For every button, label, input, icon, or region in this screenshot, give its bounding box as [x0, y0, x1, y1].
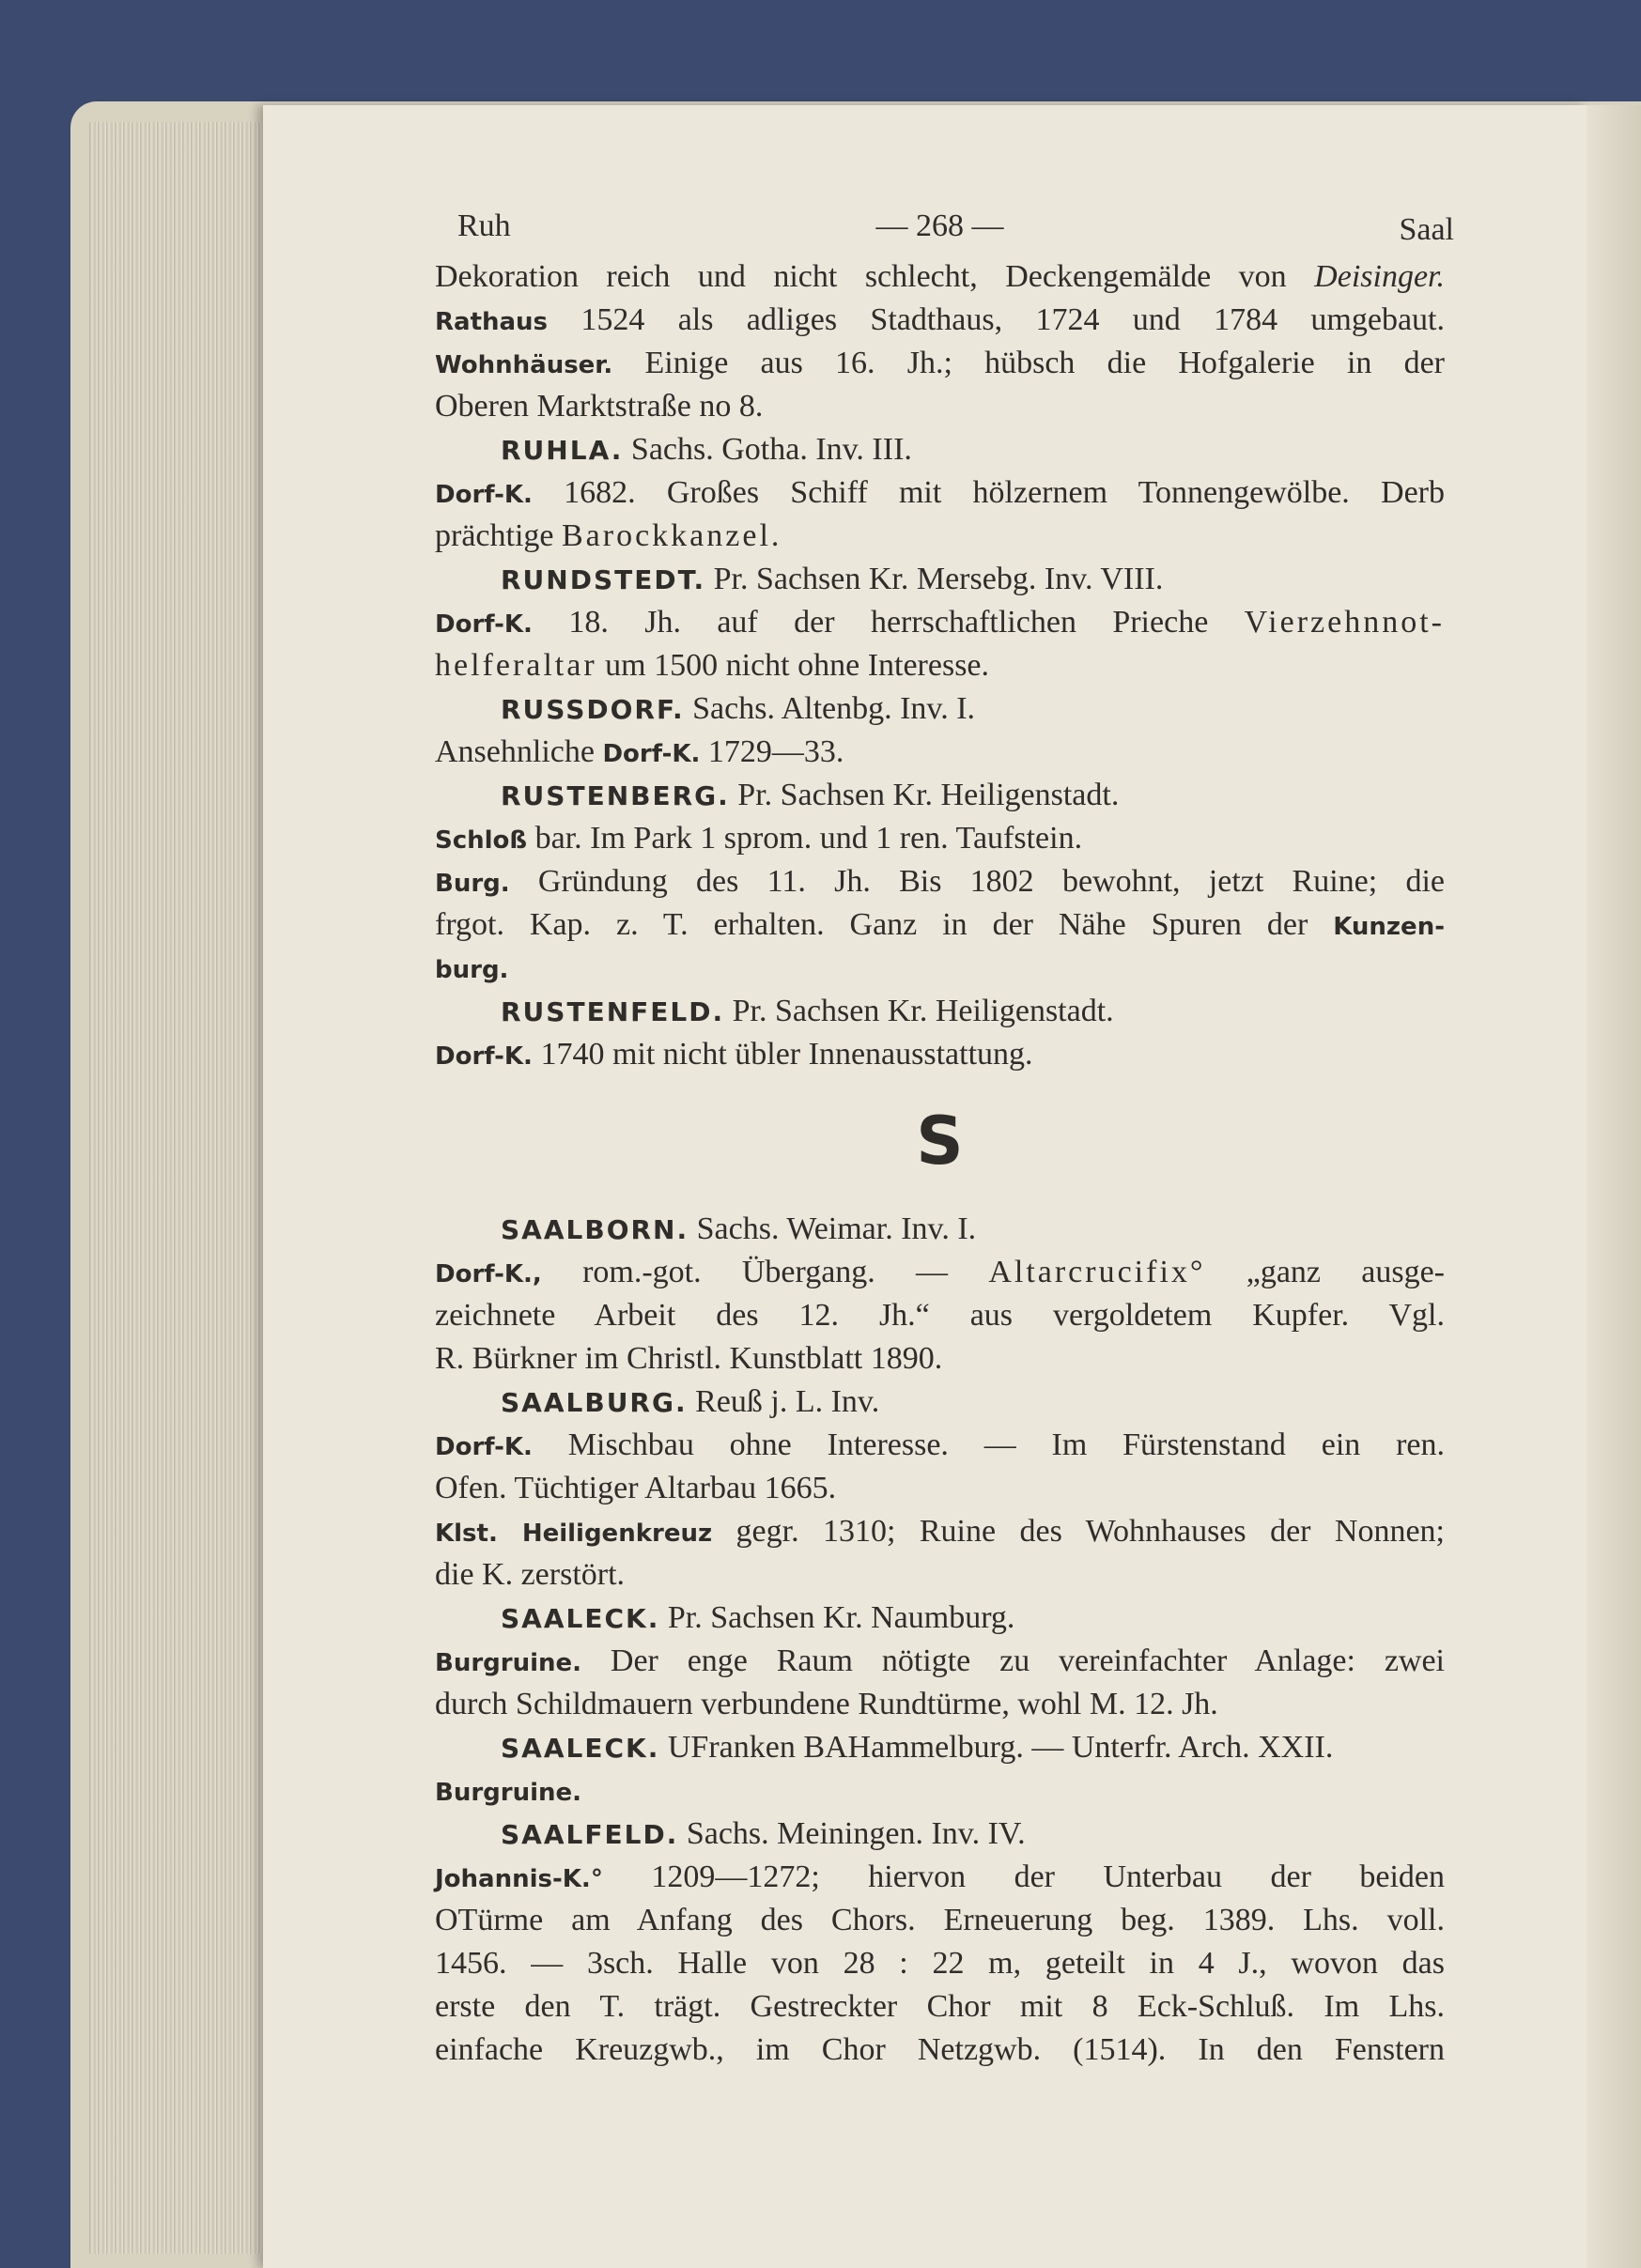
text-line: OTürme am Anfang des Chors. Erneuerung beg. 1389. Lhs. voll.: [435, 1903, 1445, 1937]
running-header: [435, 199, 1454, 255]
text-line: Klst. Heiligenkreuz gegr. 1310; Ruine des Wohnhauses der Nonnen;: [435, 1514, 1445, 1549]
text-line: Schloß bar. Im Park 1 sprom. und 1 ren. Taufstein.: [435, 821, 1083, 856]
text-line: helferaltar um 1500 nicht ohne Interesse.: [435, 648, 990, 683]
text-line: Wohnhäuser. Einige aus 16. Jh.; hübsch die Hofgalerie in der: [435, 346, 1446, 380]
text-line: Burgruine. Der enge Raum nötigte zu vereinfachter Anlage: zwei: [435, 1643, 1445, 1678]
page-text: [435, 199, 1454, 2072]
text-line: Dorf-K. 1740 mit nicht übler Innenausstattung.: [435, 1037, 1033, 1072]
text-line: prächtige Barockkanzel.: [435, 518, 782, 553]
entry-heading: RUHLA. Sachs. Gotha. Inv. III.: [501, 432, 912, 467]
facing-page-edge: [1587, 105, 1641, 2268]
header-left: Ruh: [457, 208, 511, 243]
text-line: Dekoration reich und nicht schlecht, Deckengemälde von Deisinger.: [435, 259, 1445, 294]
entry-heading: RUNDSTEDT. Pr. Sachsen Kr. Mersebg. Inv. VIII.: [501, 562, 1164, 596]
text-line: 1456. — 3sch. Halle von 28 : 22 m, geteilt in 4 J., wovon das: [435, 1946, 1445, 1981]
text-line: durch Schildmauern verbundene Rundtürme, wohl M. 12. Jh.: [435, 1687, 1218, 1721]
text-line: zeichnete Arbeit des 12. Jh.“ aus vergoldetem Kupfer. Vgl.: [435, 1298, 1445, 1333]
text-line: erste den T. trägt. Gestreckter Chor mit 8 Eck-Schluß. Im Lhs.: [435, 1989, 1445, 2024]
text-line: Burgruine.: [435, 1779, 582, 1807]
page-edges: [89, 122, 268, 2254]
section-letter: S: [916, 1103, 964, 1180]
text-line: einfache Kreuzgwb., im Chor Netzgwb. (1514). In den Fenstern: [435, 2032, 1445, 2067]
entry-heading: RUSTENFELD. Pr. Sachsen Kr. Heiligenstadt.: [501, 994, 1114, 1028]
text-line: burg.: [435, 956, 509, 984]
text-line: Dorf-K. 1682. Großes Schiff mit hölzernem Tonnengewölbe. Derb: [435, 475, 1445, 510]
artist-name: Deisinger.: [1314, 259, 1445, 294]
text-line: Rathaus 1524 als adliges Stadthaus, 1724 und 1784 umgebaut.: [435, 302, 1445, 337]
text-line: Ansehnliche Dorf-K. 1729—33.: [435, 734, 844, 769]
text-line: Burg. Gründung des 11. Jh. Bis 1802 bewohnt, jetzt Ruine; die: [435, 864, 1446, 899]
entry-heading: SAALECK. Pr. Sachsen Kr. Naumburg.: [501, 1600, 1015, 1635]
text-line: R. Bürkner im Christl. Kunstblatt 1890.: [435, 1341, 943, 1376]
text-line: Oberen Marktstraße no 8.: [435, 389, 764, 424]
text-line: Dorf-K., rom.-got. Übergang. — Altarcrucifix° „ganz ausge-: [435, 1255, 1446, 1289]
entry-heading: SAALFELD. Sachs. Meiningen. Inv. IV.: [501, 1816, 1026, 1851]
header-right: Saal: [1399, 212, 1454, 247]
entry-heading: SAALBORN. Sachs. Weimar. Inv. I.: [501, 1211, 977, 1246]
text-line: Johannis-K.° 1209—1272; hiervon der Unterbau der beiden: [435, 1859, 1445, 1894]
text-line: frgot. Kap. z. T. erhalten. Ganz in der Nähe Spuren der Kunzen-: [435, 907, 1445, 942]
entry-heading: SAALBURG. Reuß j. L. Inv.: [501, 1384, 880, 1419]
text-line: Dorf-K. 18. Jh. auf der herrschaftlichen Prieche Vierzehnnot-: [435, 605, 1445, 640]
entry-heading: SAALECK. UFranken BAHammelburg. — Unterfr. Arch. XXII.: [501, 1730, 1334, 1765]
page-number: — 268 —: [875, 208, 1004, 243]
text-line: die K. zerstört.: [435, 1557, 626, 1592]
entry-heading: RUSSDORF. Sachs. Altenbg. Inv. I.: [501, 691, 976, 726]
text-line: Ofen. Tüchtiger Altarbau 1665.: [435, 1471, 837, 1505]
text-line: Dorf-K. Mischbau ohne Interesse. — Im Fürstenstand ein ren.: [435, 1427, 1446, 1462]
entry-heading: RUSTENBERG. Pr. Sachsen Kr. Heiligenstadt.: [501, 778, 1120, 812]
